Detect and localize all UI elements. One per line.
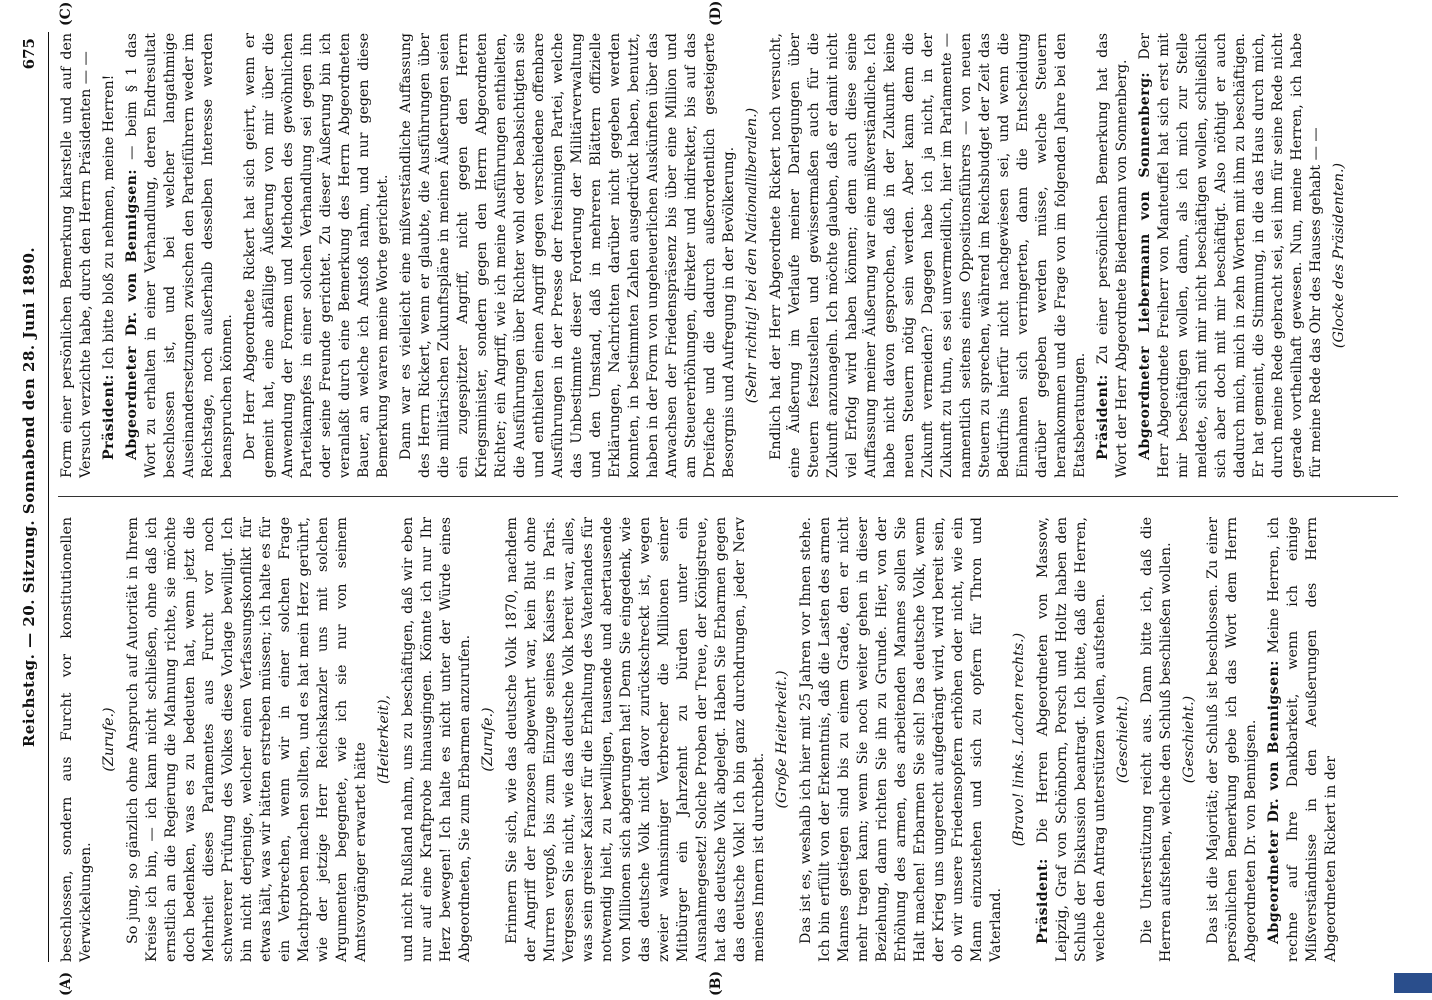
paragraph: Erinnern Sie sich, wie das deutsche Volk 1870, nachdem der Angriff der Franzosen abgewehrt war, kein Blut ohne Murren vergoß, bis zum Einzuge seines Kaisers in Paris. Vergessen Sie nicht, wie das deutsche Volk bereit war, alles, was sein greiser Kaiser für die Erhaltung des Vaterlandes für notwendig hielt, zu bewilligen, tausende und abertausende von Millionen sich abgerungen hat! Denn Sie eingedenk, wie das deutsche Volk nicht davor zurückschreckt ist, wegen zweier wahnsinniger Verbrecher die Millionen seiner Mitbürger ein Jahrzehnt zu bürden unter ein Ausnahmegesetz! Solche Proben der Treue, der Königstreue, hat das deutsche Volk abgelegt. Haben Sie Erbarmen gegen das deutsche Volk! Ich bin ganz durchdrungen, jeder Nerv meines Innern ist durchbebt.	[504, 517, 767, 962]
speaker-paragraph	[1136, 33, 1326, 478]
speaker-label: Präsident:	[101, 374, 117, 460]
paragraph: So jung, so gänzlich ohne Anspruch auf Autorität in Ihrem Kreise ich bin, — ich kann nicht schließen, ohne daß ich ernstlich an die Regierung die Mahnung richte, sie möchte doch bedenken, was es zu bedeuten hat, wenn jetzt die Mehrheit dieses Parlamentes aus Furcht vor noch schwererer Prüfung des Volkes diese Vorlage bewilligt. Ich bin nicht derjenige, welcher einen Verfassungskonflikt für etwas hält, was wir hätten erstreben müssen; ich halte es für ein Verbrechen, wenn wir in einer solchen Frage Machtproben machen sollten, und es hat mein Herz gerührt, wie der jetzige Herr Reichskanzler uns mit solchen Argumenten begegnete, wie ich sie nur von seinem Amtsvorgänger erwartet hätte	[125, 517, 369, 962]
speaker-paragraph	[1094, 33, 1132, 478]
paragraph: Form einer persönlichen Bemerkung klarstelle und auf den Versuch verzichte habe, durch den Herrn Präsidenten — —	[59, 33, 94, 478]
dfg-logo	[1394, 973, 1432, 993]
stage-direction: (Sehr richtig! bei den Nationalliberalen.)	[744, 107, 760, 404]
margin-letter-a: (A)	[58, 971, 74, 996]
column-divider	[58, 496, 1398, 497]
paragraph: Das ist es, weshalb ich hier mit 25 Jahren vor Ihnen stehe. Ich bin erfüllt von der Erkenntnis, daß die Lasten des armen Mannes gestiegen sind bis zu einem Grade, den er nicht mehr tragen kann; wenn Sie noch weiter gehen in dieser Beziehung, dann richten Sie ihn zu Grunde. Hier, von der Erhöhung des armen, des arbeitenden Mannes sollen Sie Halt machen! Erbarmen Sie sich! Das deutsche Volk, wenn der Krieg uns ungerecht aufgedrängt wird, wird bereit sein, ob wir unsere Friedensopfern erhöhen oder nicht, wie ein Mann einzustehen und sich zu opfern für Thron und Vaterland.	[798, 517, 1004, 962]
speaker-label: Präsident:	[1095, 374, 1111, 460]
header-rule	[48, 32, 49, 962]
speech-text: Meine Herren, ich rechne auf Ihre Dankbarkeit, wenn ich einige Mißverständnisse in den Aeußerungen des Herrn Abgeordneten Rickert in der	[1266, 517, 1339, 962]
speaker-label: Präsident:	[1035, 858, 1051, 944]
paragraph: Dann war es vielleicht eine mißverständliche Auffassung des Herrn Rickert, wenn er glaubte, die Ausführungen über die militärischen Zukunftspläne in meinen Äußerungen seien ein zugespitzter Angriff, nicht gegen den Herrn Kriegsminister, sondern gegen den Herrn Abgeordneten Richter; ein Angriff, wie ich meine Ausführungen enthielten, die Ausführungen über Richter wohl oder beabsichtigten sie und enthielten einen Angriff gegen verschiedene offenbare Ausführungen in der Presse der freisinnigen Partei, welche das Unbestimmte dieser Forderung der Militärverwaltung und den Umstand, daß in mehreren Blättern offizielle Erklärungen, Nachrichten darüber nicht gegeben werden konnten, in bestimmten Zahlen ausgedrückt haben, benutzt, haben in der Form von ungeheuerlichen Auskünften über das Anwachsen der Friedenspräsenz bis über eine Million und am Steuererhöhungen, direkter und indirekter, bis auf das Dreifache und die dadurch außerordentlich gesteigerte Besorgnis und Aufregung in der Bevölkerung.	[398, 33, 737, 478]
document-page	[18, 0, 1418, 996]
stage-direction: (Bravo! links. Lachen rechts.)	[1011, 632, 1027, 847]
margin-letter-c: (C)	[58, 1, 74, 26]
stage-direction: (Geschieht.)	[1115, 695, 1131, 784]
margin-letter-b: (B)	[708, 970, 724, 996]
left-column	[58, 517, 1398, 962]
paragraph: und nicht Rußland nahm, uns zu beschäftigen, daß wir eben nur auf eine Kraftprobe hinausgingen. Könnte ich nur Ihr Herz bewegen! Ich halte es nicht unter der Würde eines Abgeordneten, Sie zum Erbarmen anzurufen.	[400, 517, 473, 962]
stage-direction: (Heiterkeit),	[376, 695, 392, 784]
speaker-paragraph	[123, 33, 237, 478]
margin-letter-d: (D)	[708, 0, 724, 26]
paragraph: Das ist die Majorität; der Schluß ist beschlossen. Zu einer persönlichen Bemerkung gebe ich das Wort dem Herrn Abgeordneten Dr. von Bennigsen.	[1205, 517, 1259, 962]
page-header-title: Reichstag. — 20. Sitzung. Sonnabend den 28. Juni 1890.	[20, 246, 38, 748]
paragraph: beschlossen, sondern aus Furcht vor konstitutionellen Verwickelungen.	[59, 517, 94, 962]
speaker-label: Abgeordneter Dr. von Bennigsen:	[124, 168, 140, 460]
page-header	[18, 32, 44, 962]
stage-direction: (Glocke des Präsidenten.)	[1331, 162, 1347, 349]
paragraph: Die Unterstützung reicht aus. Dann bitte ich, daß die Herren aufstehen, welche den Schluß beschließen wollen.	[1139, 517, 1174, 962]
speaker-label: Abgeordneter Liebermann von Sonnenberg:	[1137, 71, 1153, 460]
stage-direction: (Zurufe.)	[480, 707, 496, 772]
stage-direction: (Geschieht.)	[1181, 695, 1197, 784]
paragraph: Endlich hat der Herr Abgeordnete Rickert noch versucht, eine Äußerung im Verlaufe meiner Darlegungen über Steuern festzustellen und gewissermaßen auch für die Zukunft anzunageln. Ich möchte glauben, daß er damit nicht viel Erfolg wird haben können; denn auch diese seine Auffassung meiner Äußerung war eine mißverständliche. Ich habe nicht davon gesprochen, daß in der Zukunft keine neuen Steuern nötig sein werden. Aber kann denn die Zukunft vermeiden? Dagegen habe ich ja nicht, in der Zukunft zu thun, es sei unvermeidlich, hier im Parlamente — namentlich seitens eines Oppositionsführers — von neuen Steuern zu sprechen, während im Reichsbudget der Zeit das Bedürfnis hierfür nicht nachgewiesen sei, und wenn die Einnahmen sich verringerten, dann die Entscheidung darüber gegeben werden müsse, welche Steuern herankommen und die Frage von im folgenden Jahre bei den Etatsberatungen.	[768, 33, 1088, 478]
speaker-paragraph	[1034, 517, 1110, 962]
speech-text: Zu einer persönlichen Bemerkung hat das Wort der Herr Abgeordnete Biedermann von Sonnenberg.	[1095, 33, 1130, 478]
speaker-paragraph	[100, 33, 119, 478]
digitization-footer	[1412, 0, 1432, 1000]
speaker-paragraph	[1265, 517, 1341, 962]
speech-text: Ich bitte bloß zu nehmen, meine Herren!	[101, 74, 117, 370]
paragraph: Der Herr Abgeordnete Rickert hat sich geirrt, wenn er gemeint hat, eine abfällige Äußerung von mir über die Anwendung der Formen und Methoden des gewöhnlichen Parteikampfes in einer solchen Verhandlung sei gegen ihn oder seine Freunde gerichtet. Zu dieser Äußerung bin ich veranlaßt durch eine Bemerkung des Herrn Abgeordneten Bauer, an welche ich Anstoß nahm, und nur gegen diese Bemerkung waren meine Worte gerichtet.	[242, 33, 391, 478]
stage-direction: (Zurufe.)	[101, 707, 117, 772]
speech-text: Der Herr Abgeordnete Freiherr von Manteuffel hat sich erst mit mir beschäftigen wollen, dann, als ich mich zur Stelle meldete, sich mit mir nicht beschäftigen wollen, schließlich sich aber doch mit mir beschäftigt. Also nöthigt er auch dadurch mich, mich in zehn Worten mit ihm zu beschäftigen. Er hat gemeint, die Stimmung, in die das Haus durch mich, durch meine Rede gebracht sei, sei ihm für seine Rede nicht gerade vortheilhaft gewesen. Nun, meine Herren, ich habe für meine Rede das Ohr des Hauses gehabt — —	[1137, 33, 1324, 478]
page-number: 675	[20, 38, 38, 70]
speech-text: Die Herren Abgeordneten von Massow, Leipzig, Graf von Schönborn, Porsch und Holtz haben den Schluß der Diskussion beantragt. Ich bitte, daß die Herren, welche den Antrag unterstützen wollen, aufstehen.	[1035, 517, 1108, 962]
speech-text: — beim § 1 das Wort zu erhalten in einer Verhandlung, deren Endresultat beschlossen ist, und bei welcher langathmige Auseinandersetzungen zwischen den Parteiführern weder im Reichstage, noch außerhalb desselben Interesse werden beanspruchen können.	[124, 33, 235, 478]
right-column	[58, 33, 1398, 478]
speaker-label: Abgeordneter Dr. von Bennigsen:	[1266, 660, 1282, 944]
digitization-credit	[1416, 0, 1432, 1000]
stage-direction: (Große Heiterkeit.)	[774, 670, 790, 809]
